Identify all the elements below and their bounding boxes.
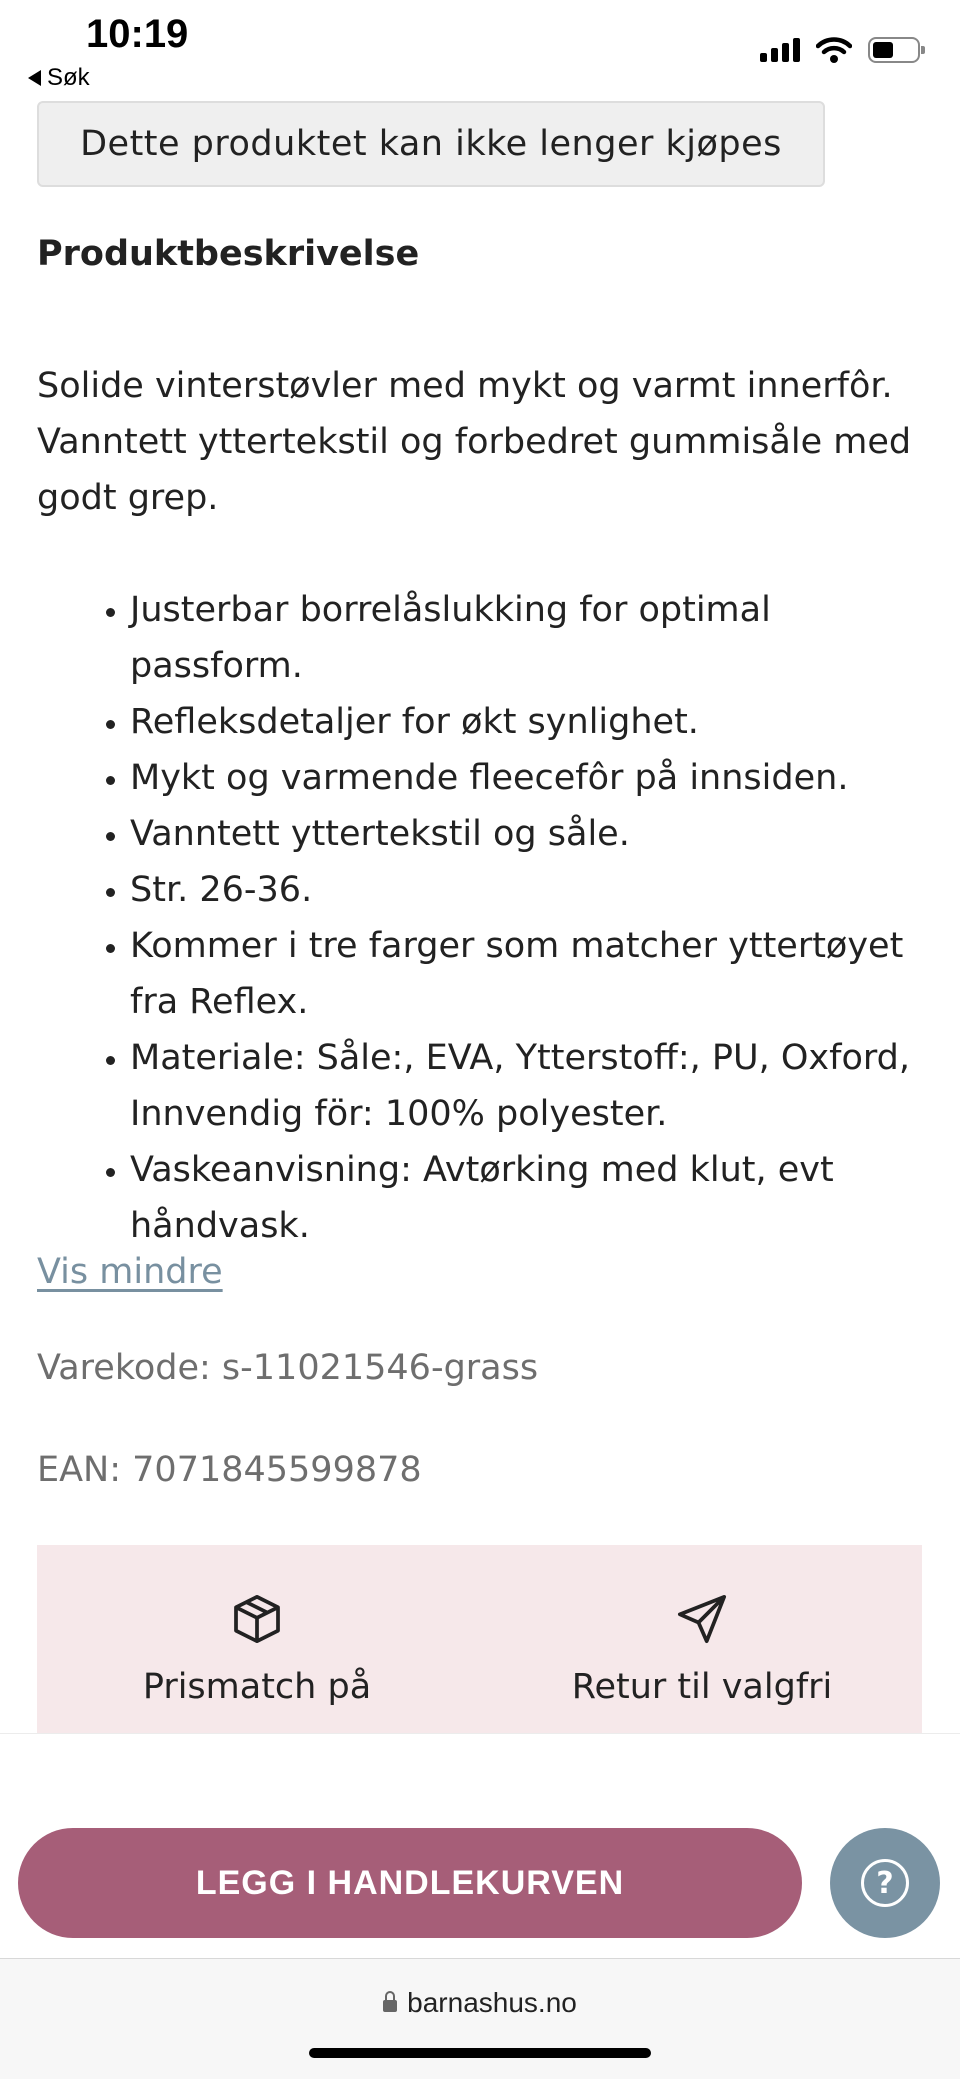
ean-code: EAN: 7071845599878 bbox=[37, 1450, 422, 1490]
section-title: Produktbeskrivelse bbox=[37, 234, 420, 274]
feature-item: • Materiale: Såle:, EVA, Ytterstoff:, PU, Oxford, Innvendig för: 100% polyester. bbox=[130, 1030, 917, 1142]
product-code: Varekode: s-11021546-grass bbox=[37, 1348, 539, 1388]
perk-label: Retur til valgfri bbox=[571, 1667, 833, 1707]
feature-item: • Vanntett yttertekstil og såle. bbox=[130, 806, 917, 862]
battery-icon bbox=[868, 37, 920, 63]
feature-item: • Refleksdetaljer for økt synlighet. bbox=[130, 694, 917, 750]
perk-price-match[interactable] bbox=[37, 1545, 477, 1733]
show-less-link[interactable]: Vis mindre bbox=[37, 1252, 223, 1292]
perks-banner bbox=[37, 1545, 922, 1733]
feature-item: • Str. 26-36. bbox=[130, 862, 917, 918]
back-label: Søk bbox=[47, 64, 90, 91]
add-to-cart-button[interactable]: LEGG I HANDLEKURVEN bbox=[18, 1828, 802, 1938]
box-icon bbox=[229, 1591, 285, 1647]
feature-item: • Mykt og varmende fleecefôr på innsiden. bbox=[130, 750, 917, 806]
status-time: 10:19 bbox=[86, 12, 189, 56]
perk-label: Prismatch på bbox=[142, 1667, 372, 1707]
feature-item: • Justerbar borrelåslukking for optimal passform. bbox=[130, 582, 917, 694]
product-description: Solide vinterstøvler med mykt og varmt innerfôr. Vanntett yttertekstil og forbedret gummisåle med godt grep. bbox=[37, 366, 912, 518]
back-to-search[interactable] bbox=[28, 64, 90, 92]
back-arrow-icon bbox=[28, 70, 41, 86]
feature-list bbox=[37, 582, 917, 1254]
home-indicator[interactable] bbox=[309, 2048, 651, 2058]
browser-url-bar[interactable] bbox=[0, 1958, 960, 2079]
status-icons bbox=[760, 36, 920, 64]
feature-item: • Kommer i tre farger som matcher yttertøyet fra Reflex. bbox=[130, 918, 917, 1030]
wifi-icon bbox=[816, 36, 852, 64]
question-mark-icon: ? bbox=[861, 1859, 909, 1907]
url-text: barnashus.no bbox=[407, 1987, 577, 2018]
perk-returns[interactable] bbox=[482, 1545, 922, 1733]
help-button[interactable] bbox=[830, 1828, 940, 1938]
unavailable-notice: Dette produktet kan ikke lenger kjøpes bbox=[37, 101, 825, 187]
send-icon bbox=[674, 1591, 730, 1647]
cellular-signal-icon bbox=[760, 38, 800, 62]
feature-item: • Vaskeanvisning: Avtørking med klut, evt håndvask. bbox=[130, 1142, 917, 1254]
lock-icon bbox=[383, 2000, 397, 2012]
